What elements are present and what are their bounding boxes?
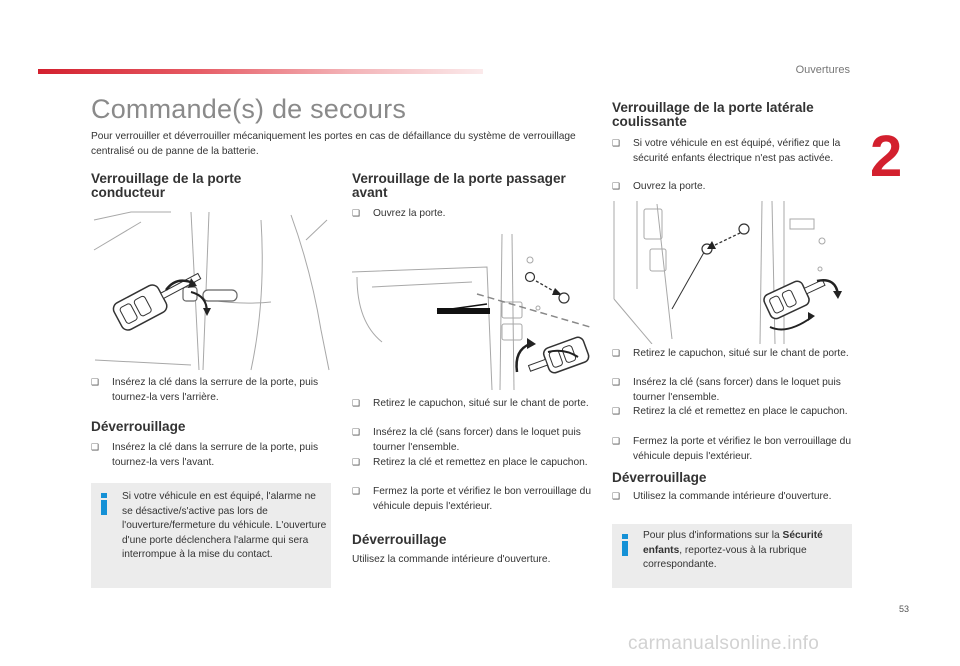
heading-sliding-door-lock xyxy=(612,101,814,129)
info-box-alarm xyxy=(91,483,331,588)
driver-door-illustration xyxy=(91,210,331,372)
info-text-pre: Pour plus d'informations sur la xyxy=(643,530,783,541)
bullet-driver-unlock: ❑ Insérez la clé dans la serrure de la porte, puis tournez-la vers l'avant. xyxy=(91,441,342,470)
bullet-sliding-unlock: ❑ Utilisez la commande intérieure d'ouverture. xyxy=(612,490,873,505)
passenger-unlock-text: Utilisez la commande intérieure d'ouverture. xyxy=(352,554,551,565)
bullet-open-door: ❑ Ouvrez la porte. xyxy=(352,207,603,222)
bullet-child-lock-check: ❑ Si votre véhicule en est équipé, vérifiez que la sécurité enfants électrique n'est pas activée. xyxy=(612,137,873,166)
page-title: Commande(s) de secours xyxy=(91,94,407,124)
info-text-link[interactable]: Sécurité enfants xyxy=(643,530,823,556)
heading-driver-unlock: Déverrouillage xyxy=(91,419,186,434)
heading-line: avant xyxy=(352,185,388,200)
heading-passenger-door-lock xyxy=(352,172,566,200)
info-icon xyxy=(622,534,628,556)
header-accent-bar xyxy=(38,69,483,74)
bullet-remove-cap: ❑ Retirez le capuchon, situé sur le chant de porte. xyxy=(352,397,605,412)
heading-sliding-unlock: Déverrouillage xyxy=(612,470,707,485)
bullet-remove-cap-sliding: ❑ Retirez le capuchon, situé sur le chant de porte. xyxy=(612,347,873,362)
info-text-post: , reportez-vous à la rubrique correspondante. xyxy=(643,544,807,571)
section-title: Ouvertures xyxy=(795,64,850,76)
bullet-open-sliding-door: ❑ Ouvrez la porte. xyxy=(612,180,873,195)
page-number: 53 xyxy=(899,604,910,614)
heading-line: coulissante xyxy=(612,114,687,129)
info-box-child-safety xyxy=(612,524,852,588)
watermark: carmanualsonline.info xyxy=(628,633,820,654)
heading-line: Verrouillage de la porte passager xyxy=(352,171,566,186)
heading-passenger-unlock: Déverrouillage xyxy=(352,532,447,547)
intro-text: Pour verrouiller et déverrouiller mécaniquement les portes en cas de défaillance du système de verrouillage centralisé ou de panne de la batterie. xyxy=(91,131,576,157)
heading-line: Verrouillage de la porte xyxy=(91,171,242,186)
passenger-door-illustration xyxy=(352,232,590,392)
heading-line: Verrouillage de la porte latérale xyxy=(612,100,814,115)
bullet-close-sliding-door: ❑ Fermez la porte et vérifiez le bon verrouillage du véhicule depuis l'extérieur. xyxy=(612,435,873,464)
bullet-insert-key-sliding: ❑ Insérez la clé (sans forcer) dans le loquet puis tourner l'ensemble. xyxy=(612,376,873,405)
info-child-safety-text xyxy=(643,529,848,573)
sliding-door-illustration xyxy=(612,199,852,344)
info-icon xyxy=(101,493,107,515)
bullet-replace-cap-sliding: ❑ Retirez la clé et remettez en place le capuchon. xyxy=(612,405,873,420)
info-alarm-text: Si votre véhicule en est équipé, l'alarme ne se désactive/s'active pas lors de l'ouverture/fermeture du véhicule. L'ouverture d'une porte déclenchera l'alarme qui sera interrompue à la mise du contact. xyxy=(122,491,327,561)
heading-line: conducteur xyxy=(91,185,166,200)
heading-driver-door-lock xyxy=(91,172,241,200)
bullet-driver-lock: ❑ Insérez la clé dans la serrure de la porte, puis tournez-la vers l'arrière. xyxy=(91,376,342,405)
bullet-insert-key: ❑ Insérez la clé (sans forcer) dans le loquet puis tourner l'ensemble. xyxy=(352,426,605,455)
chapter-number: 2 xyxy=(870,124,903,189)
bullet-close-door: ❑ Fermez la porte et vérifiez le bon verrouillage du véhicule depuis l'extérieur. xyxy=(352,485,605,514)
bullet-replace-cap: ❑ Retirez la clé et remettez en place le capuchon. xyxy=(352,456,605,471)
